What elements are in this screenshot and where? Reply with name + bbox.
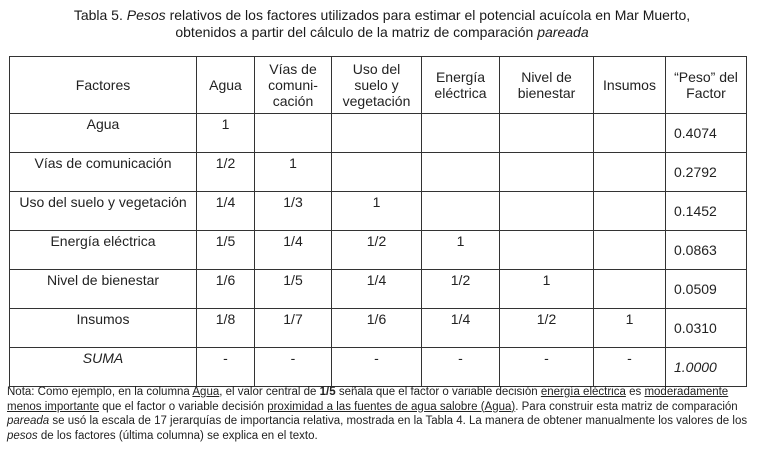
note-text: Nota: Como ejemplo, en la columna	[7, 386, 190, 398]
matrix-value-cell: 1/2	[332, 231, 422, 270]
matrix-value-cell: -	[332, 348, 422, 387]
table-row	[10, 231, 747, 270]
caption-pesos-word: Pesos	[126, 7, 166, 23]
caption-prefix: Tabla 5.	[73, 7, 123, 23]
matrix-value-cell	[594, 192, 666, 231]
matrix-value-cell	[594, 270, 666, 309]
matrix-value-cell	[255, 114, 332, 153]
matrix-value-cell: 1	[255, 153, 332, 192]
matrix-value-cell: 1	[500, 270, 594, 309]
factor-name-cell: Agua	[10, 114, 197, 153]
matrix-value-cell: 1/4	[332, 270, 422, 309]
matrix-value-cell: 1	[332, 192, 422, 231]
factor-name-cell: Vías de comunicación	[10, 153, 197, 192]
matrix-value-cell: 1/2	[197, 153, 255, 192]
matrix-value-cell: 1/7	[255, 309, 332, 348]
factor-name-cell: Insumos	[10, 309, 197, 348]
note-text: señala que el factor o variable decisión	[338, 386, 538, 398]
peso-value-cell: 1.0000	[666, 348, 747, 387]
note-bold-value: 1/5	[319, 386, 336, 398]
matrix-value-cell: 1/5	[197, 231, 255, 270]
matrix-value-cell: -	[197, 348, 255, 387]
note-underline-energia: energía eléctrica	[540, 386, 626, 398]
peso-value-cell: 0.0509	[666, 270, 747, 309]
peso-value-cell: 0.0310	[666, 309, 747, 348]
note-text: se usó la escala de 17 jerarquías de importancia relativa, mostrada en la Tabla 4. La manera de obtener manualmente los valores de los	[52, 415, 748, 427]
caption-line-2	[0, 24, 764, 41]
matrix-value-cell: 1	[422, 231, 500, 270]
header-vias: Vías de comuni-cación	[255, 57, 332, 114]
table-row	[10, 309, 747, 348]
note-underline-proximidad: proximidad a las fuentes de agua salobre (Agua)	[267, 400, 516, 413]
matrix-value-cell: 1/6	[332, 309, 422, 348]
matrix-value-cell	[500, 114, 594, 153]
matrix-value-cell	[422, 192, 500, 231]
table-row	[10, 153, 747, 192]
table-note	[7, 385, 759, 443]
matrix-value-cell: -	[255, 348, 332, 387]
header-energia: Energía eléctrica	[422, 57, 500, 114]
matrix-value-cell	[422, 114, 500, 153]
matrix-value-cell	[332, 153, 422, 192]
matrix-value-cell: 1/4	[197, 192, 255, 231]
matrix-value-cell: 1/4	[422, 309, 500, 348]
matrix-value-cell: -	[594, 348, 666, 387]
note-text: , el valor central de	[219, 386, 317, 398]
matrix-value-cell	[500, 192, 594, 231]
peso-value-cell: 0.1452	[666, 192, 747, 231]
note-text: es	[629, 386, 642, 398]
matrix-value-cell: 1/5	[255, 270, 332, 309]
matrix-value-cell	[594, 114, 666, 153]
factor-name-cell: SUMA	[10, 348, 197, 387]
table-row	[10, 192, 747, 231]
matrix-value-cell: -	[500, 348, 594, 387]
caption-line-1	[0, 7, 764, 24]
table-caption	[0, 7, 764, 41]
matrix-value-cell: 1/6	[197, 270, 255, 309]
caption-line2-text: obtenidos a partir del cálculo de la matriz de comparación	[175, 24, 534, 40]
table-row	[10, 114, 747, 153]
note-italic-pesos: pesos	[7, 429, 38, 442]
matrix-value-cell: 1/2	[500, 309, 594, 348]
caption-pareada-word: pareada	[537, 24, 589, 40]
header-agua: Agua	[197, 57, 255, 114]
matrix-value-cell	[422, 153, 500, 192]
peso-value-cell: 0.4074	[666, 114, 747, 153]
header-insumos: Insumos	[594, 57, 666, 114]
table-header-row	[10, 57, 747, 114]
matrix-value-cell	[332, 114, 422, 153]
note-italic-pareada: pareada	[7, 415, 50, 427]
peso-value-cell: 0.2792	[666, 153, 747, 192]
table-body	[10, 114, 747, 387]
table-row	[10, 270, 747, 309]
header-factores: Factores	[10, 57, 197, 114]
factor-name-cell: Uso del suelo y vegetación	[10, 192, 197, 231]
note-text: . Para construir esta matriz de comparación	[515, 400, 738, 413]
matrix-value-cell: 1/3	[255, 192, 332, 231]
peso-value-cell: 0.0863	[666, 231, 747, 270]
matrix-value-cell	[594, 231, 666, 270]
table-row	[10, 348, 747, 387]
matrix-value-cell	[500, 231, 594, 270]
note-underline-agua: Agua	[192, 386, 220, 398]
note-text: que el factor o variable decisión	[102, 400, 264, 413]
caption-line1-text: relativos de los factores utilizados para estimar el potencial acuícola en Mar Muerto,	[169, 7, 691, 23]
matrix-value-cell	[500, 153, 594, 192]
matrix-value-cell: 1/8	[197, 309, 255, 348]
note-text: de los factores (última columna) se explica en el texto.	[40, 429, 318, 442]
matrix-value-cell: 1/2	[422, 270, 500, 309]
factor-name-cell: Nivel de bienestar	[10, 270, 197, 309]
header-nivel: Nivel de bienestar	[500, 57, 594, 114]
factor-name-cell: Energía eléctrica	[10, 231, 197, 270]
header-uso-suelo: Uso del suelo y vegetación	[332, 57, 422, 114]
note-underline-moderadamente: moderadamente menos importante	[7, 386, 729, 413]
comparison-matrix-table	[9, 56, 747, 387]
matrix-value-cell	[594, 153, 666, 192]
header-peso: “Peso” del Factor	[666, 57, 747, 114]
matrix-value-cell: 1/4	[255, 231, 332, 270]
matrix-value-cell: 1	[197, 114, 255, 153]
matrix-value-cell: -	[422, 348, 500, 387]
matrix-value-cell: 1	[594, 309, 666, 348]
